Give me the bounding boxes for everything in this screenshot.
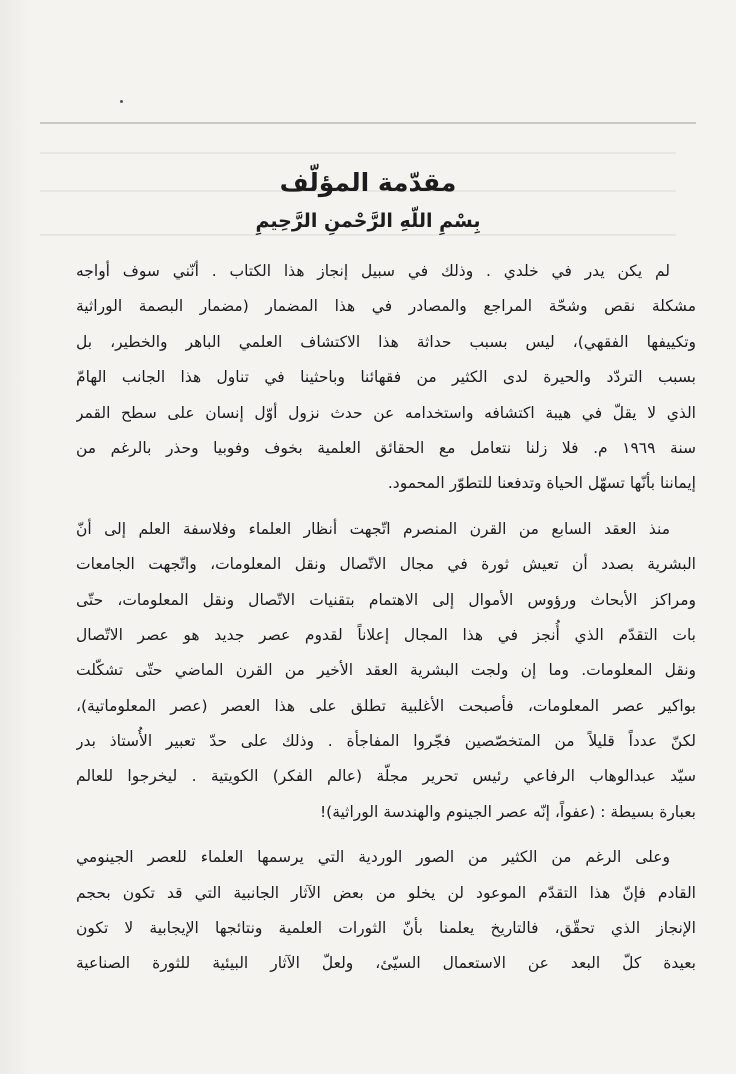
- text-line: الذي لا يقلّ في هيبة اكتشافه واستخدامه عن حدث نزول أوّل إنسان على سطح القمر: [76, 403, 696, 422]
- text-line: لكنّ عدداً قليلاً من المتخصّصين فجّروا المفاجأة . وذلك على حدّ تعبير الأُستاذ بدر: [76, 732, 696, 751]
- basmala: بِسْمِ اللّهِ الرَّحْمنِ الرَّحِيمِ: [255, 210, 481, 232]
- body-text: [76, 254, 696, 982]
- text-line: القادم فإنّ هذا التقدّم الموعود لن يخلو من بعض الآثار الجانبية التي قد تكون بحجم: [76, 883, 696, 902]
- text-line: وتكييفها الفقهي)، ليس بسبب حداثة هذا الاكتشاف العلمي الباهر والخطير، بل: [76, 332, 696, 351]
- text-line: ومراكز الأبحاث ورؤوس الأموال إلى الاهتمام بتقنيات الاتّصال ونقل المعلومات، حتّى: [76, 590, 696, 609]
- text-line: بسبب التردّد والحيرة لدى الكثير من فقهائنا وباحثينا في تناول هذا الجانب الهامّ: [76, 368, 696, 387]
- text-line: ونقل المعلومات. وما إن ولجت البشرية العقد الأخير من القرن الماضي حتّى تشكّلت: [76, 661, 696, 680]
- text-line: البشرية بصدد أن تعيش ثورة في مجال الاتّصال ونقل المعلومات، واتّجهت الجامعات: [76, 555, 696, 574]
- text-line: مشكلة نقص وشحّة المراجع والمصادر في هذا المضمار (مضمار البصمة الوراثية: [76, 297, 696, 316]
- text-line: سنة ١٩٦٩ م. فلا زلنا نتعامل مع الحقائق العلمية بخوف وفوبيا وحذر بالرغم من: [76, 438, 696, 457]
- paragraph: [76, 512, 696, 831]
- scan-speck: [120, 100, 123, 103]
- text-line: بات التقدّم الذي أُنجز في هذا المجال إعلاناً لقدوم عصر جديد هو عصر الاتّصال: [76, 625, 696, 644]
- text-line: بعبارة بسيطة : (عفواً، إنّه عصر الجينوم والهندسة الوراثية)!: [319, 802, 696, 821]
- text-line: منذ العقد السابع من القرن المنصرم اتّجهت أنظار العلماء وفلاسفة العلم إلى أنّ: [76, 519, 670, 538]
- page-title: مقدّمة المؤلّف: [279, 168, 457, 197]
- show-through-line: [40, 152, 676, 154]
- paragraph: [76, 254, 696, 502]
- header-rule: [40, 122, 696, 124]
- paragraph: [76, 840, 696, 982]
- text-line: بواكير عصر المعلومات، فأصبحت الأغلبية تطلق على هذا العصر (عصر المعلوماتية)،: [76, 696, 696, 715]
- text-line: إيماننا بأنّها تسهّل الحياة وتدفعنا للتطوّر المحمود.: [387, 474, 696, 493]
- text-line: بعيدة كلّ البعد عن الاستعمال السيّئ، ولعلّ الآثار البيئية للثورة الصناعية: [76, 954, 696, 973]
- text-line: وعلى الرغم من الكثير من الصور الوردية التي يرسمها العلماء للعصر الجينومي: [76, 848, 670, 867]
- text-line: لم يكن يدر في خلدي . وذلك في سبيل إنجاز هذا الكتاب . أنّني سوف أواجه: [76, 262, 670, 280]
- text-line: الإنجاز الذي تحقّق، فالتاريخ يعلمنا بأنّ الثورات العلمية ونتائجها الإيجابية لا تكون: [76, 919, 696, 938]
- text-line: سيّد عبدالوهاب الرفاعي رئيس تحرير مجلّة (عالم الفكر) الكويتية . ليخرجوا للعالم: [76, 767, 696, 786]
- show-through-line: [40, 234, 676, 236]
